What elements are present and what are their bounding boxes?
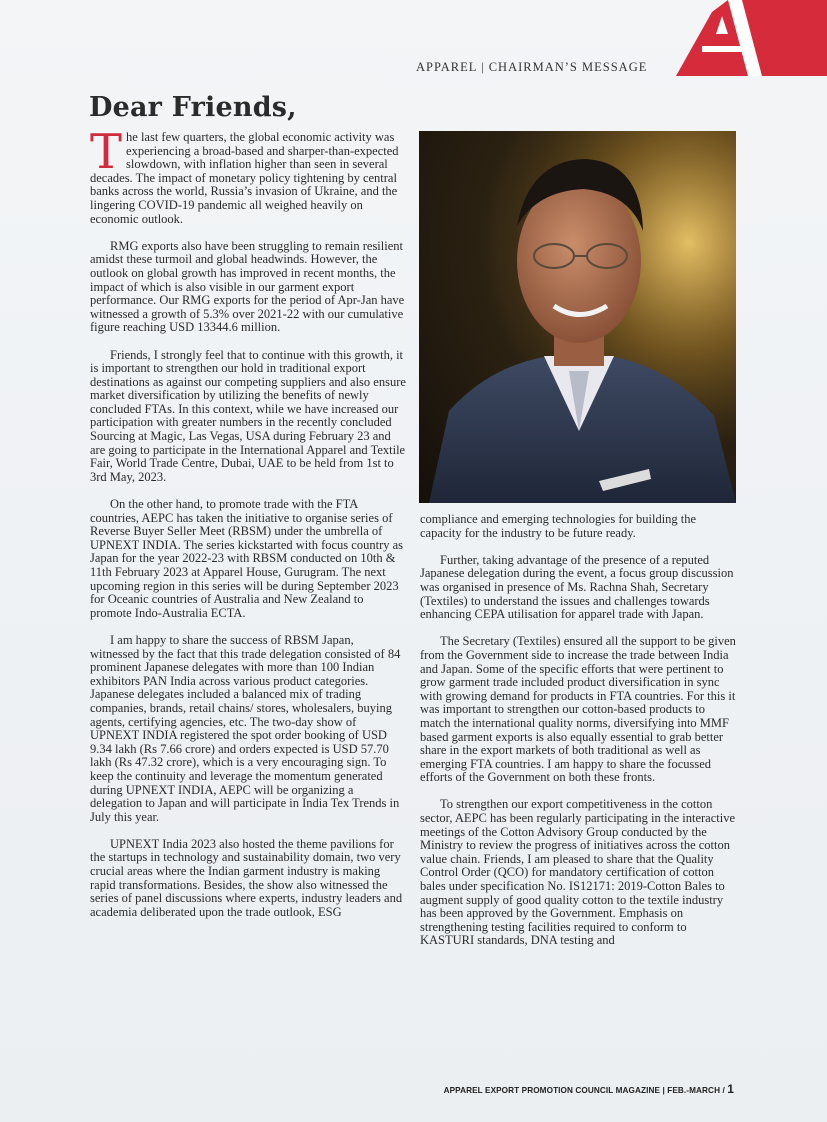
- page-title: Dear Friends,: [89, 92, 297, 123]
- paragraph-2: RMG exports also have been struggling to remain resilient amidst these turmoil and global headwinds. However, the outlook on global growth has improved in recent months, the impact of which is also visible in our garment export performance. Our RMG exports for the period of Apr-Jan have witnessed a growth of 5.3% over 2021-22 with our cumulative figure reaching USD 13344.6 million.: [90, 238, 405, 335]
- page-number: 1: [727, 1082, 734, 1096]
- paragraph-7: compliance and emerging technologies for building the capacity for the industry to be future ready.: [420, 512, 697, 540]
- footer-text: APPAREL EXPORT PROMOTION COUNCIL MAGAZINE | FEB.-MARCH /: [443, 1086, 725, 1095]
- paragraph-4: On the other hand, to promote trade with the FTA countries, AEPC has taken the initiative to organise series of Reverse Buyer Seller Meet (RBSM) under the umbrella of UPNEXT INDIA. The series kickstarted with focus country as Japan for the year 2022-23 with RBSM conducted on 10th & 11th February 2023 at Apparel House, Gurugram. The next upcoming region in this series will be during September 2023 for Oceanic countries of Australia and New Zealand to promote Indo-Australia ECTA.: [90, 497, 404, 620]
- right-column: [420, 513, 736, 962]
- paragraph-5: I am happy to share the success of RBSM Japan, witnessed by the fact that this trade delegation consisted of 84 prominent Japanese delegates with more than 100 Indian exhibitors PAN India across various product categories. Japanese delegates included a balanced mix of trading companies, brands, retail chains/ stores, wholesalers, buying agents, certifying agencies, etc. The two-day show of UPNEXT INDIA registered the spot order booking of USD 9.34 lakh (Rs 7.66 crore) and orders expected is USD 57.70 lakh (Rs 47.32 crore), which is a very encouraging sign. To keep the continuity and leverage the momentum generated during UPNEXT INDIA, AEPC will be organizing a delegation to Japan and will participate in India Tex Trends in July this year.: [90, 632, 401, 824]
- paragraph-1: [90, 124, 406, 226]
- left-column: [90, 124, 406, 933]
- paragraph-10: To strengthen our export competitiveness in the cotton sector, AEPC has been regularly participating in the interactive meetings of the Cotton Advisory Group conducted by the Ministry to review the progress of initiatives across the cotton value chain. Friends, I am pleased to share that the Quality Control Order (QCO) for mandatory certification of cotton bales under specification No. IS12171: 2019-Cotton Bales to augment supply of good quality cotton to the textile industry has been approved by the Government. Emphasis on strengthening testing facilities required to conform to KASTURI standards, DNA testing and: [420, 797, 736, 948]
- paragraph-9: The Secretary (Textiles) ensured all the support to be given from the Government side to increase the trade between India and Japan. Some of the specific efforts that were pertinent to grow garment trade included product diversification in sync with growing demand for products in FTA countries. For this it was important to strengthen our cotton-based products to match the international quality norms, diversifying into MMF based garment exports is also equally essential to grab better share in the export markets of both traditional as well as emerging FTA countries. I am happy to share the focussed efforts of the Government on both these fronts.: [420, 634, 736, 785]
- magazine-logo: [676, 0, 827, 76]
- paragraph-1-text: he last few quarters, the global economic activity was experiencing a broad-based and sharper-than-expected slowdown, with inflation higher than seen in several decades. The impact of monetary policy tightening by central banks across the world, Russia’s invasion of Ukraine, and the lingering COVID-19 pandemic all weighed heavily on economic outlook.: [90, 130, 399, 226]
- section-label: APPAREL | CHAIRMAN’S MESSAGE: [416, 60, 648, 74]
- paragraph-3: Friends, I strongly feel that to continue with this growth, it is important to strengthen our hold in traditional export destinations as against our competing suppliers and also ensure market diversification by utilizing the benefits of newly concluded FTAs. In this context, while we have increased our participation with greater numbers in the recently concluded Sourcing at Magic, Las Vegas, USA during February 23 and are going to participate in the International Apparel and Textile Fair, World Trade Centre, Dubai, UAE to be held from 1st to 3rd May, 2023.: [90, 347, 406, 484]
- chairman-photo: [419, 131, 736, 503]
- paragraph-6: UPNEXT India 2023 also hosted the theme pavilions for the startups in technology and sustainability domain, two very crucial areas where the Indian garment industry is making rapid transformations. Besides, the show also witnessed the series of panel discussions where experts, industry leaders and academia deliberated upon the trade outlook, ESG: [90, 836, 403, 919]
- paragraph-8: Further, taking advantage of the presence of a reputed Japanese delegation during the event, a focus group discussion was organised in presence of Ms. Rachna Shah, Secretary (Textiles) to understand the issues and challenges towards enhancing CEPA utilisation for apparel trade with Japan.: [420, 552, 734, 622]
- drop-cap: T: [90, 124, 123, 180]
- footer: [444, 1082, 734, 1096]
